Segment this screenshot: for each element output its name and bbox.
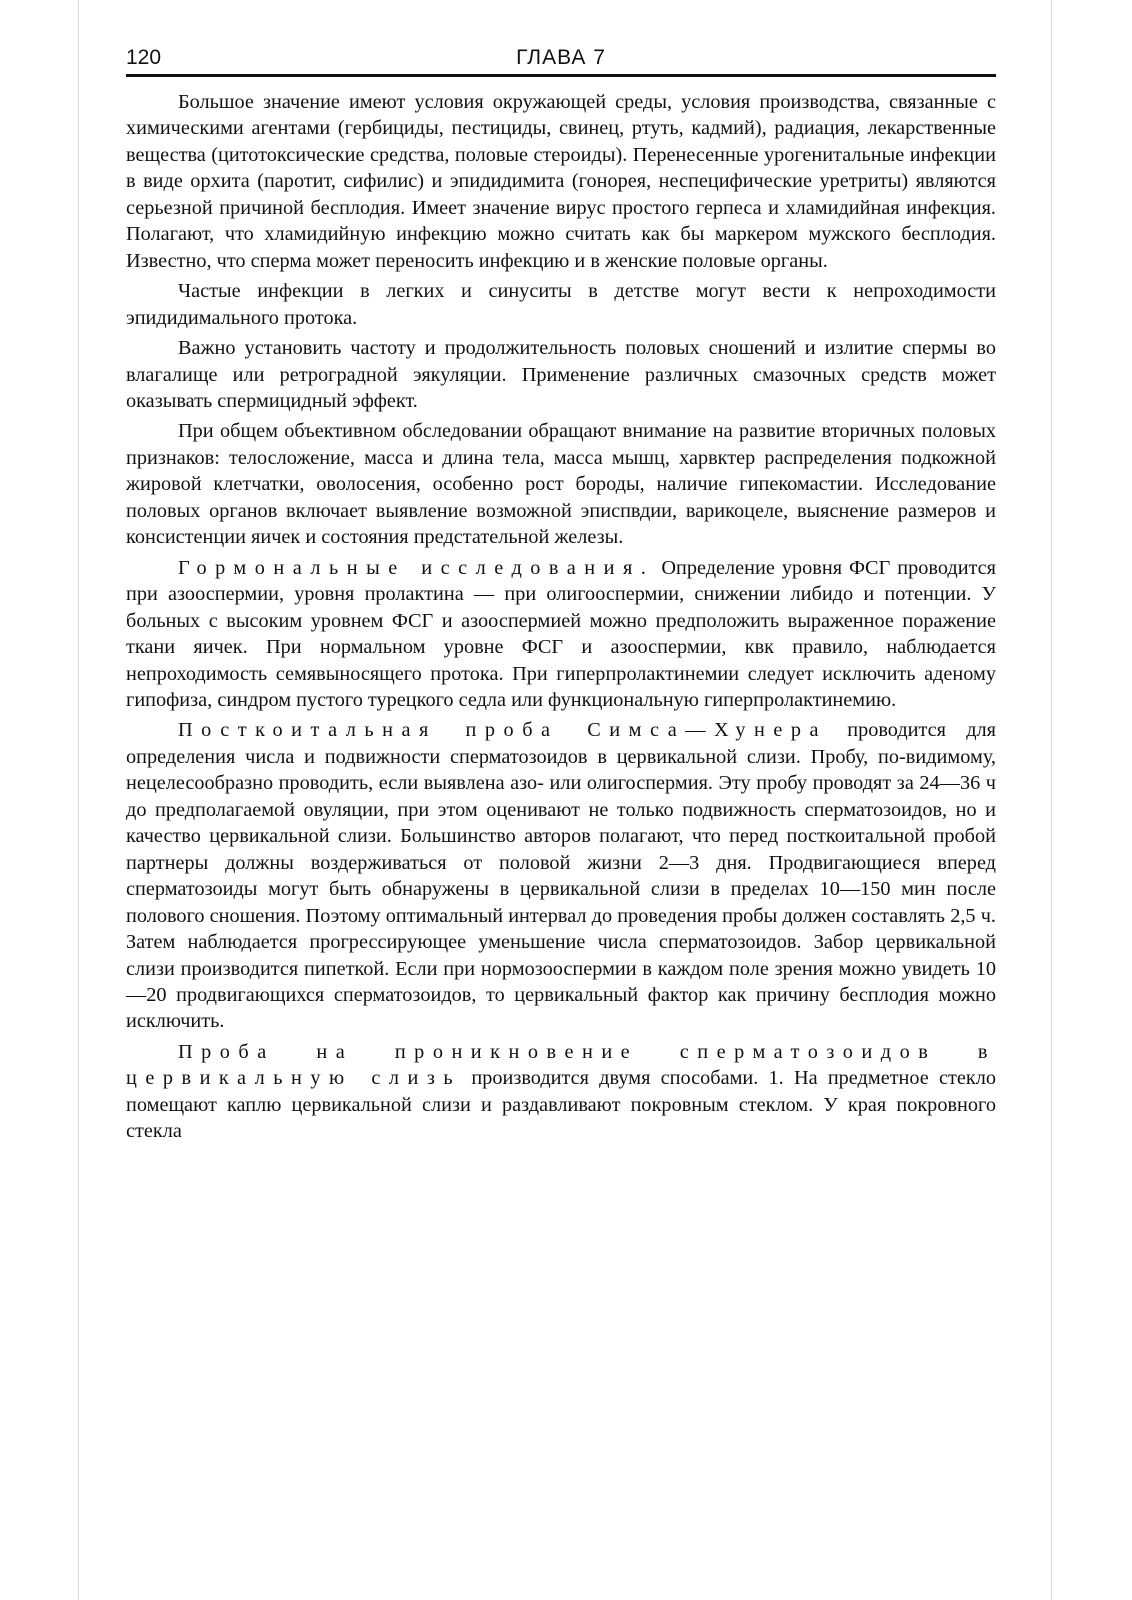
paragraph-examination (126, 418, 996, 550)
paragraph-text: проводится для определения числа и подвижности сперматозоидов в цервикальной слизи. Пробу, по-видимому, нецелесообразно проводить, если выявлена азо- или олигоспермия. Эту пробу проводят за 24—36 ч до предполагаемой овуляции, при этом оценивают не только подвижность сперматозоидов, но и качество цервикальной слизи. Большинство авторов полагают, что перед посткоитальной пробой партнеры должны воздерживаться от половой жизни 2—3 дня. Продвигающиеся вперед сперматозоиды могут быть обнаружены в цервикальной слизи в пределах 10—150 мин после полового сношения. Поэтому оптимальный интервал до проведения пробы должен составлять 2,5 ч. Затем наблюдается прогрессирующее уменьшение числа сперматозоидов. Забор цервикальной слизи производится пипеткой. Если при нормозооспермии в каждом поле зрения можно увидеть 10—20 продвигающихся сперматозоидов, то цервикальный фактор как причину бесплодия можно исключить. (126, 719, 996, 1033)
section-lead-penetration: Проба на проникновение сперматозоидов в цервикальную слизь (126, 1040, 996, 1090)
page-body (126, 89, 996, 1149)
paragraph-text: Определение уровня ФСГ проводится при азооспермии, уровня пролактина — при олигооспермии, снижении либидо и потенции. У больных с высоким уровнем ФСГ и азооспермией можно предположить выраженное поражение ткани яичек. При нормальном уровне ФСГ и азооспермии, квк правило, наблюдается непроходимость семявыносящего протока. При гиперпролактинемии следует исключить аденому гипофиза, синдром пустого турецкого седла или функциональную гиперпролактинемию. (126, 556, 997, 711)
page-number: 120 (126, 46, 162, 69)
book-page (78, 0, 1052, 1600)
paragraph-text: Важно установить частоту и продолжительность половых сношений и излитие спермы во влагалище или ретроградной эякуляции. Применение различных смазочных средств может оказывать спермицидный эффект. (126, 337, 996, 412)
paragraph-environment (126, 89, 996, 274)
paragraph-text: Большое значение имеют условия окружающей среды, условия производства, связанные с химическими агентами (гербициды, пестициды, свинец, ртуть, кадмий), радиация, лекарственные вещества (цитотоксические средства, половые стероиды). Перенесенные урогенитальные инфекции в виде орхита (паротит, сифилис) и эпидидимита (гонорея, неспецифические уретриты) являются серьезной причиной бесплодия. Имеет значение вирус простого герпеса и хламидийная инфекция. Полагают, что хламидийную инфекцию можно считать как бы маркером мужского бесплодия. Известно, что сперма может переносить инфекцию и в женские половые органы. (126, 91, 996, 272)
paragraph-postcoital-test (126, 717, 996, 1034)
paragraph-text: производится двумя способами. 1. На предметное стекло помещают каплю цервикальной слизи и раздавливают покровным стеклом. У края покровного стекла (126, 1067, 996, 1143)
paragraph-text: При общем объективном обследовании обращают внимание на развитие вторичных половых признаков: телосложение, масса и длина тела, масса мышц, харвктер распределения подкожной жировой клетчатки, оволосения, особенно рост бороды, наличие гипекомастии. Исследование половых органов включает выявление возможной эписпвдии, варикоцеле, выяснение размеров и консистенции яичек и состояния предстательной железы. (126, 420, 996, 549)
paragraph-infections (126, 278, 996, 331)
paragraph-hormonal (126, 555, 996, 714)
paragraph-text: Частые инфекции в легких и синуситы в детстве могут вести к непроходимости эпидидимального протока. (126, 280, 996, 329)
paragraph-penetration-test (126, 1039, 996, 1145)
section-lead-hormonal: Гормональные исследования. (178, 556, 655, 579)
paragraph-intercourse (126, 335, 996, 414)
page-header (126, 44, 996, 77)
chapter-title: ГЛАВА 7 (516, 46, 606, 69)
section-lead-postcoital: Посткоитальная проба Симса—Хунера (178, 719, 827, 742)
